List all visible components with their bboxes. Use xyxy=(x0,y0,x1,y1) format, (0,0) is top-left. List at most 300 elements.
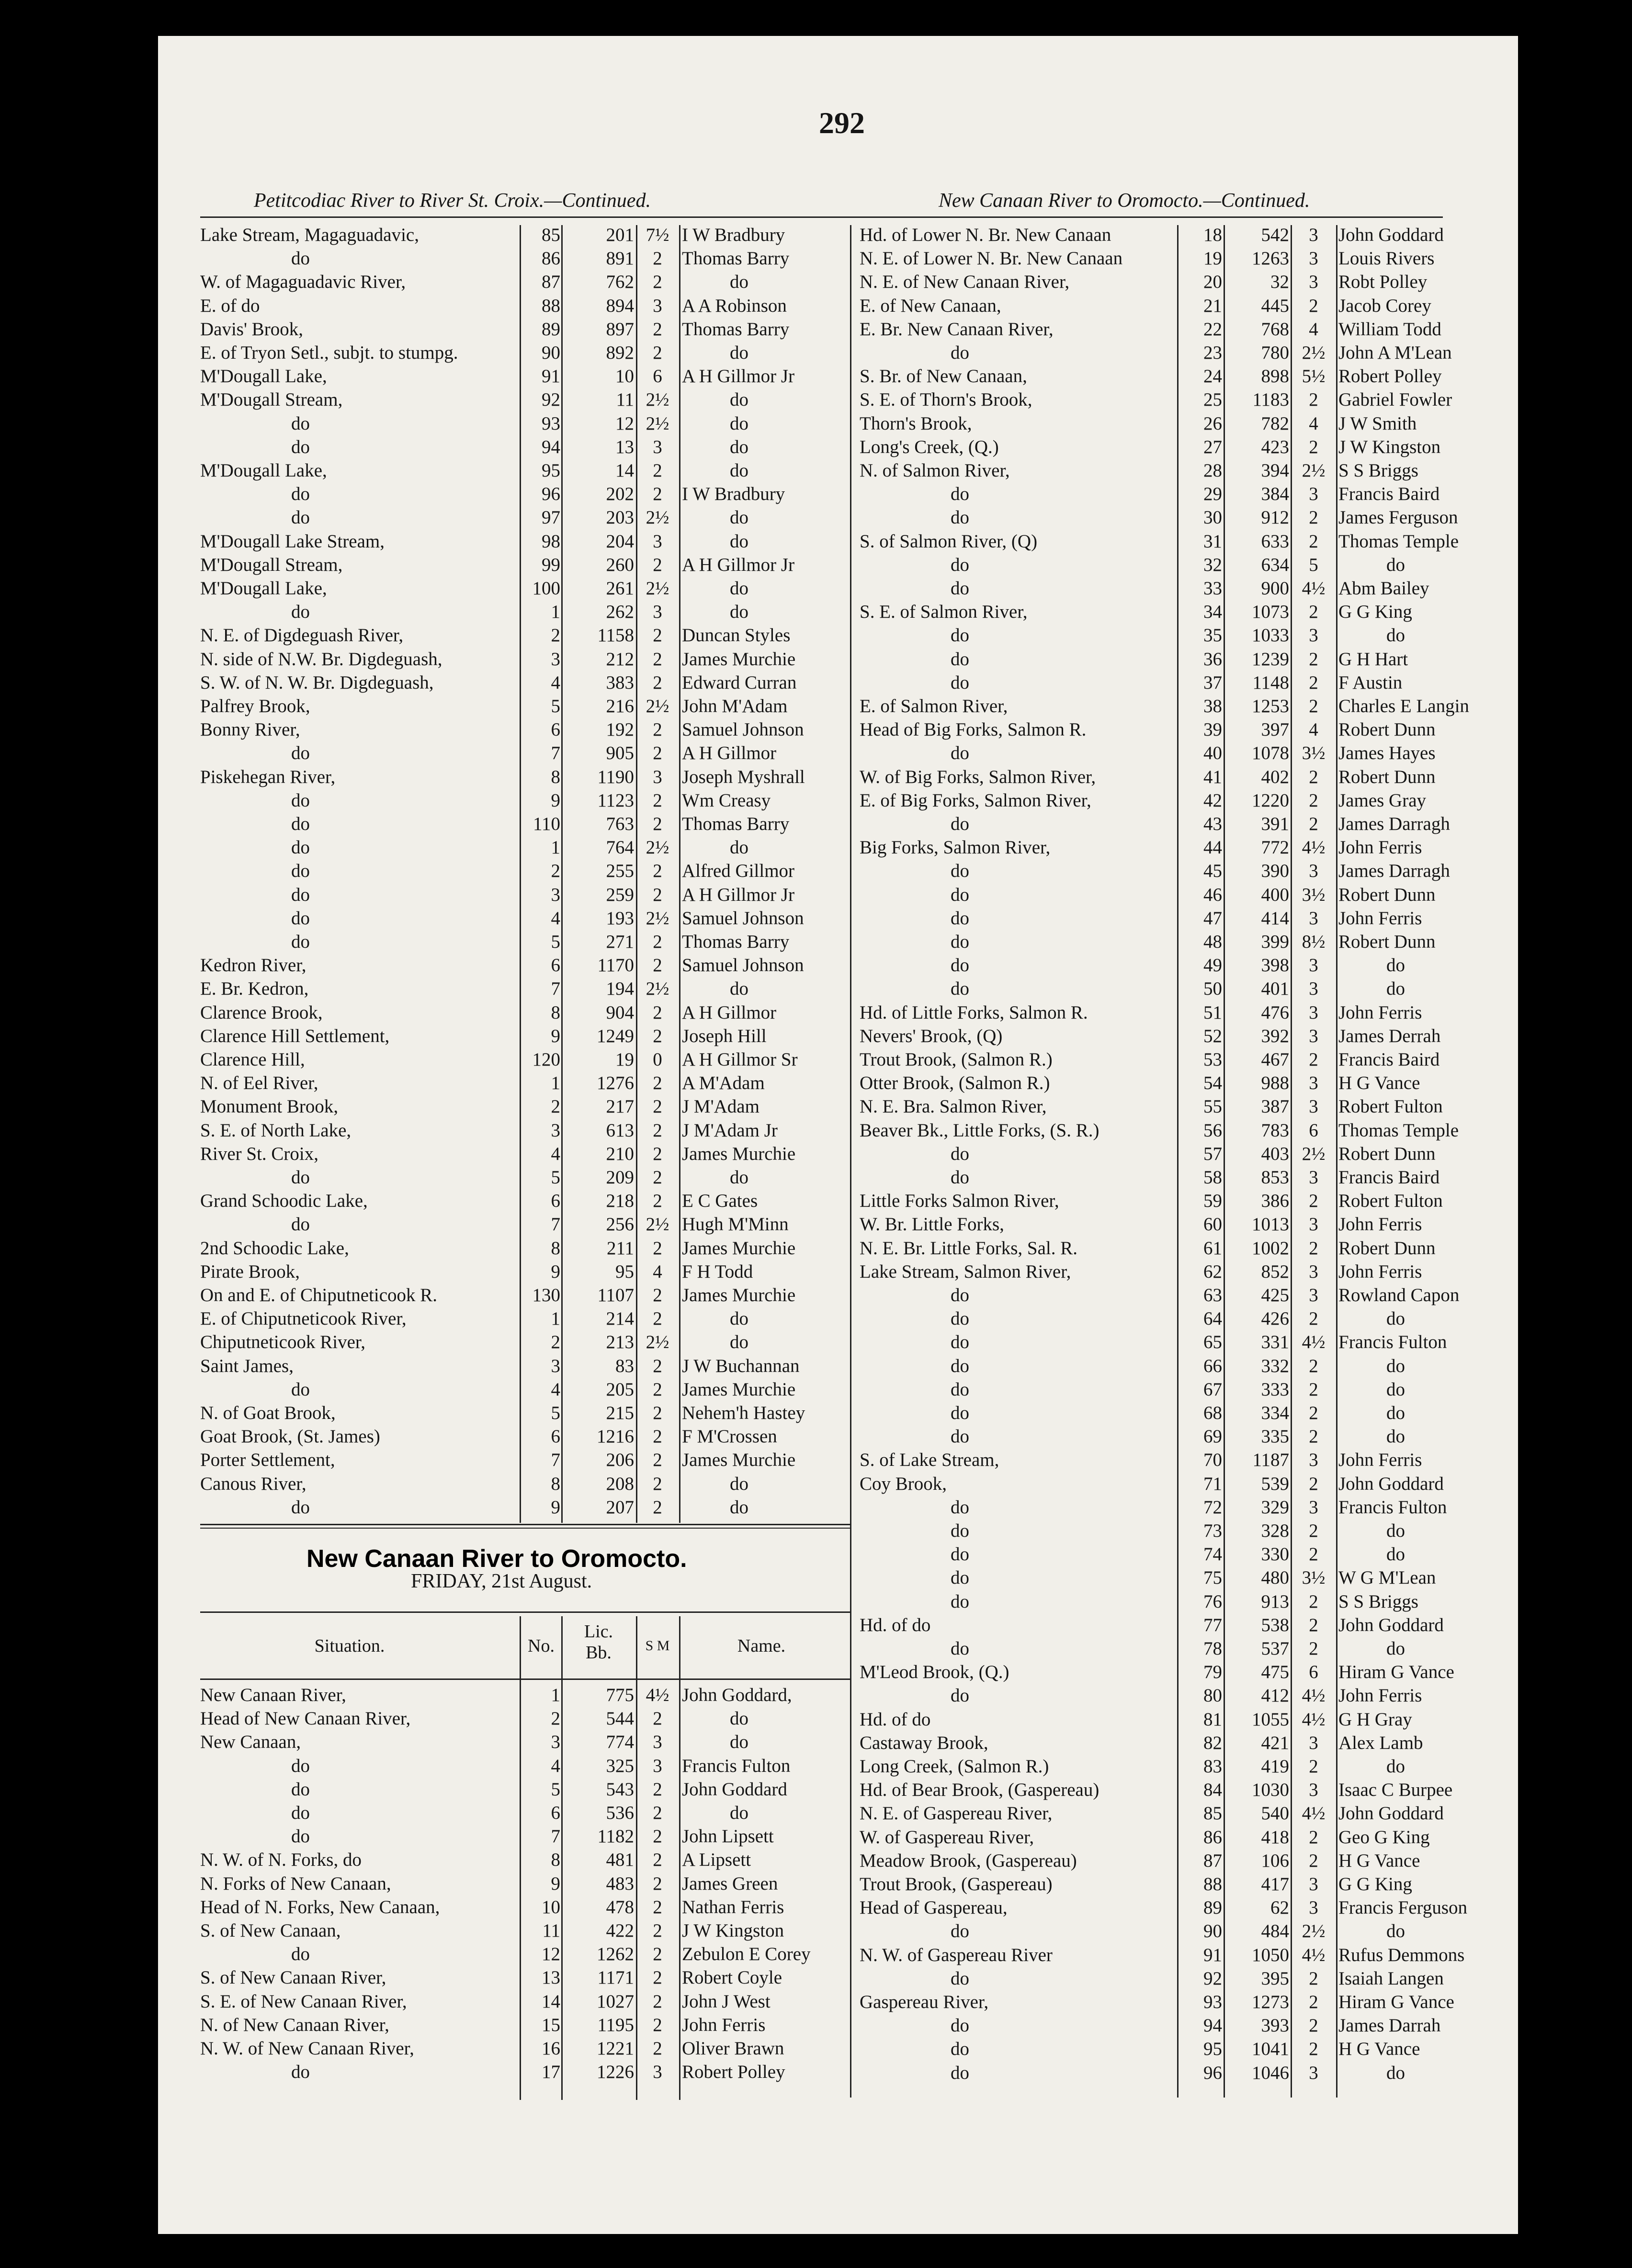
cell-situation: do xyxy=(951,2015,969,2036)
cell-lic: 217 xyxy=(606,1096,634,1117)
cell-sm: 4½ xyxy=(1302,837,1326,858)
cell-no: 58 xyxy=(1203,1167,1222,1188)
cell-name: do xyxy=(730,460,748,481)
cell-situation: do xyxy=(291,413,310,434)
cell-no: 75 xyxy=(1203,1567,1222,1588)
table-row xyxy=(0,341,1632,364)
cell-name: James Derrah xyxy=(1338,1025,1441,1046)
cell-no: 6 xyxy=(551,1191,560,1212)
cell-situation: Clarence Hill Settlement, xyxy=(200,1025,390,1046)
cell-no: 7 xyxy=(551,743,560,764)
cell-name: John Ferris xyxy=(1338,1214,1422,1235)
cell-situation: do xyxy=(951,1520,969,1541)
cell-sm: 2 xyxy=(653,1803,662,1823)
cell-lic: 422 xyxy=(606,1920,634,1941)
cell-lic: 894 xyxy=(606,295,634,316)
cell-name: Oliver Brawn xyxy=(682,2038,784,2059)
cell-sm: 2½ xyxy=(646,978,669,999)
cell-sm: 4 xyxy=(653,1261,662,1282)
cell-no: 43 xyxy=(1203,814,1222,834)
table-row xyxy=(0,1590,1632,1613)
cell-situation: Palfrey Brook, xyxy=(200,696,310,716)
cell-situation: W. of Gaspereau River, xyxy=(860,1826,1034,1848)
cell-lic: 83 xyxy=(615,1355,634,1376)
cell-no: 86 xyxy=(542,248,560,269)
cell-situation: do xyxy=(951,1285,969,1305)
cell-situation: do xyxy=(291,1214,310,1235)
cell-name: Francis Ferguson xyxy=(1338,1897,1468,1918)
cell-name: F Austin xyxy=(1338,672,1403,693)
cell-name: Francis Fulton xyxy=(1338,1497,1447,1518)
cell-lic: 1220 xyxy=(1252,790,1289,811)
cell-no: 6 xyxy=(551,1803,560,1823)
cell-no: 2 xyxy=(551,1708,560,1729)
cell-lic: 762 xyxy=(606,272,634,293)
cell-situation: Hd. of Bear Brook, (Gaspereau) xyxy=(860,1780,1099,1801)
cell-situation: S. E. of Thorn's Brook, xyxy=(860,389,1032,410)
cell-situation: do xyxy=(951,648,969,669)
cell-situation: E. of New Canaan, xyxy=(860,295,1001,316)
cell-no: 24 xyxy=(1203,366,1222,387)
cell-name: Thomas Temple xyxy=(1338,531,1459,552)
cell-name: Joseph Myshrall xyxy=(682,766,805,787)
cell-sm: 2 xyxy=(653,931,662,952)
cell-sm: 3 xyxy=(653,766,662,787)
cell-lic: 333 xyxy=(1261,1379,1289,1400)
cell-name: Robert Dunn xyxy=(1338,1143,1436,1164)
cell-lic: 1190 xyxy=(597,766,634,787)
cell-sm: 8½ xyxy=(1302,931,1326,952)
cell-name: G G King xyxy=(1338,601,1412,623)
cell-situation: do xyxy=(951,861,969,882)
cell-no: 94 xyxy=(1203,2015,1222,2036)
cell-name: Samuel Johnson xyxy=(682,955,804,976)
cell-sm: 2 xyxy=(1309,1544,1318,1565)
cell-name: Robert Dunn xyxy=(1338,1237,1436,1259)
cell-no: 6 xyxy=(551,955,560,976)
cell-name: John Ferris xyxy=(1338,1685,1422,1706)
cell-sm: 2 xyxy=(1309,1638,1318,1659)
cell-situation: do xyxy=(951,484,969,505)
cell-no: 5 xyxy=(551,1403,560,1423)
cell-name: A Lipsett xyxy=(682,1849,751,1871)
column-header-lic: Lic. Bb. xyxy=(584,1622,613,1663)
table-row xyxy=(0,270,1632,294)
cell-lic: 11 xyxy=(616,389,634,410)
cell-situation: do xyxy=(951,1426,969,1447)
cell-sm: 4½ xyxy=(1302,1685,1326,1706)
cell-sm: 2 xyxy=(653,861,662,882)
cell-name: A H Gillmor xyxy=(682,743,777,764)
cell-no: 85 xyxy=(542,225,560,245)
cell-situation: do xyxy=(951,554,969,575)
cell-situation: Grand Schoodic Lake, xyxy=(200,1191,368,1212)
cell-name: Francis Baird xyxy=(1338,484,1440,505)
cell-situation: do xyxy=(951,2039,969,2060)
cell-name: Rufus Demmons xyxy=(1338,1944,1465,1965)
cell-situation: E. of Big Forks, Salmon River, xyxy=(860,790,1091,811)
cell-sm: 2 xyxy=(653,1779,662,1800)
table-row xyxy=(0,1001,1632,1024)
cell-name: Robert Dunn xyxy=(1338,766,1436,787)
table-row xyxy=(0,1260,1632,1283)
cell-lic: 768 xyxy=(1261,318,1289,340)
right-running-header: New Canaan River to Oromocto.—Continued. xyxy=(939,190,1310,212)
cell-name: do xyxy=(1386,1355,1405,1376)
cell-name: Wm Creasy xyxy=(682,790,771,811)
cell-name: Samuel Johnson xyxy=(682,907,804,929)
cell-lic: 215 xyxy=(606,1403,634,1423)
header-rule xyxy=(200,216,1443,218)
cell-situation: do xyxy=(951,1403,969,1423)
cell-situation: Kedron River, xyxy=(200,955,306,976)
table-row xyxy=(0,671,1632,694)
cell-no: 55 xyxy=(1203,1096,1222,1117)
cell-lic: 1182 xyxy=(597,1826,634,1847)
cell-sm: 2 xyxy=(653,460,662,481)
cell-name: F M'Crossen xyxy=(682,1426,777,1447)
cell-name: Samuel Johnson xyxy=(682,719,804,740)
cell-sm: 2½ xyxy=(1302,1143,1326,1164)
cell-no: 3 xyxy=(551,1355,560,1376)
cell-lic: 1171 xyxy=(597,1967,634,1988)
cell-lic: 540 xyxy=(1261,1803,1289,1824)
cell-lic: 892 xyxy=(606,342,634,363)
cell-sm: 3 xyxy=(1309,978,1318,999)
cell-no: 29 xyxy=(1203,484,1222,505)
cell-sm: 2 xyxy=(653,1355,662,1376)
cell-sm: 4 xyxy=(1309,318,1318,340)
table-row xyxy=(0,1213,1632,1236)
cell-situation: do xyxy=(951,2062,969,2083)
cell-situation: N. E. of Gaspereau River, xyxy=(860,1803,1053,1824)
cell-name: do xyxy=(1386,1520,1405,1541)
cell-sm: 2 xyxy=(1309,389,1318,410)
cell-lic: 539 xyxy=(1261,1473,1289,1494)
cell-no: 4 xyxy=(551,1379,560,1400)
cell-situation: E. Br. Kedron, xyxy=(200,978,309,999)
cell-lic: 912 xyxy=(1261,507,1289,528)
cell-situation: do xyxy=(291,1803,310,1823)
cell-lic: 1148 xyxy=(1252,672,1289,693)
cell-name: Robert Polley xyxy=(1338,366,1442,387)
cell-no: 35 xyxy=(1203,625,1222,646)
cell-situation: Castaway Brook, xyxy=(860,1732,988,1753)
cell-sm: 4½ xyxy=(1302,578,1326,599)
cell-situation: S. of New Canaan, xyxy=(200,1920,341,1941)
cell-sm: 3½ xyxy=(1302,1567,1326,1588)
cell-name: Thomas Barry xyxy=(682,248,790,269)
cell-situation: do xyxy=(951,1968,969,1989)
cell-situation: S. W. of N. W. Br. Digdeguash, xyxy=(200,672,434,693)
cell-situation: Gaspereau River, xyxy=(860,1992,989,2012)
cell-situation: do xyxy=(291,248,310,269)
table-row xyxy=(0,1967,1632,1990)
cell-no: 96 xyxy=(542,484,560,505)
cell-no: 73 xyxy=(1203,1520,1222,1541)
cell-lic: 209 xyxy=(606,1167,634,1188)
cell-lic: 62 xyxy=(1270,1897,1289,1918)
cell-no: 89 xyxy=(542,318,560,340)
cell-situation: do xyxy=(291,931,310,952)
cell-name: do xyxy=(730,1732,748,1753)
cell-no: 52 xyxy=(1203,1025,1222,1046)
cell-situation: do xyxy=(951,1143,969,1164)
table-row xyxy=(0,883,1632,907)
cell-sm: 2 xyxy=(1309,1968,1318,1989)
cell-situation: W. of Big Forks, Salmon River, xyxy=(860,766,1096,787)
cell-lic: 260 xyxy=(606,554,634,575)
cell-no: 13 xyxy=(542,1967,560,1988)
cell-situation: N. E. Bra. Salmon River, xyxy=(860,1096,1047,1117)
cell-sm: 4 xyxy=(1309,413,1318,434)
cell-lic: 192 xyxy=(606,719,634,740)
cell-sm: 3 xyxy=(653,531,662,552)
cell-sm: 2 xyxy=(653,2038,662,2059)
cell-situation: do xyxy=(951,1379,969,1400)
table-row xyxy=(0,1731,1632,1755)
cell-sm: 2½ xyxy=(646,907,669,929)
cell-sm: 3 xyxy=(1309,225,1318,245)
cell-situation: Trout Brook, (Gaspereau) xyxy=(860,1874,1053,1894)
cell-lic: 392 xyxy=(1261,1025,1289,1046)
cell-name: do xyxy=(1386,978,1405,999)
cell-sm: 2 xyxy=(653,648,662,669)
cell-lic: 1046 xyxy=(1252,2062,1289,2083)
cell-no: 47 xyxy=(1203,907,1222,929)
cell-name: do xyxy=(1386,1379,1405,1400)
table-row xyxy=(0,459,1632,482)
cell-sm: 4½ xyxy=(1302,1709,1326,1730)
cell-name: Thomas Temple xyxy=(1338,1120,1459,1141)
cell-no: 4 xyxy=(551,907,560,929)
cell-lic: 262 xyxy=(606,601,634,623)
cell-situation: Hd. of do xyxy=(860,1709,931,1730)
cell-no: 26 xyxy=(1203,413,1222,434)
table-row xyxy=(0,1519,1632,1542)
cell-situation: do xyxy=(951,672,969,693)
cell-lic: 207 xyxy=(606,1497,634,1518)
cell-lic: 900 xyxy=(1261,578,1289,599)
cell-name: James Darragh xyxy=(1338,814,1450,834)
cell-situation: do xyxy=(951,507,969,528)
table-row xyxy=(0,364,1632,388)
cell-lic: 475 xyxy=(1261,1662,1289,1683)
cell-lic: 1013 xyxy=(1252,1214,1289,1235)
cell-sm: 2 xyxy=(1309,1379,1318,1400)
table-row xyxy=(0,1354,1632,1378)
cell-name: Francis Fulton xyxy=(682,1755,791,1776)
cell-no: 32 xyxy=(1203,554,1222,575)
cell-situation: do xyxy=(291,884,310,905)
cell-sm: 2½ xyxy=(1302,1921,1326,1942)
cell-sm: 4½ xyxy=(1302,1332,1326,1353)
table-row xyxy=(0,765,1632,789)
cell-no: 17 xyxy=(542,2062,560,2083)
cell-situation: N. of Goat Brook, xyxy=(200,1403,336,1423)
cell-sm: 3 xyxy=(1309,1025,1318,1046)
cell-name: do xyxy=(730,1497,748,1518)
cell-lic: 1262 xyxy=(597,1944,634,1965)
cell-sm: 3 xyxy=(1309,1874,1318,1894)
cell-name: A H Gillmor Jr xyxy=(682,366,795,387)
table-row xyxy=(0,1166,1632,1189)
cell-situation: S. of Lake Stream, xyxy=(860,1450,999,1471)
cell-lic: 1216 xyxy=(597,1426,634,1447)
cell-name: William Todd xyxy=(1338,318,1441,340)
cell-lic: 332 xyxy=(1261,1355,1289,1376)
table-row xyxy=(0,1189,1632,1213)
cell-lic: 218 xyxy=(606,1191,634,1212)
cell-situation: do xyxy=(291,1497,310,1518)
cell-situation: do xyxy=(951,1591,969,1612)
cell-no: 92 xyxy=(542,389,560,410)
cell-no: 27 xyxy=(1203,436,1222,457)
cell-no: 82 xyxy=(1203,1732,1222,1753)
table-row xyxy=(0,1613,1632,1637)
cell-no: 66 xyxy=(1203,1355,1222,1376)
cell-name: do xyxy=(730,436,748,457)
cell-no: 83 xyxy=(1203,1756,1222,1777)
cell-situation: N. W. of New Canaan River, xyxy=(200,2038,414,2059)
cell-situation: N. E. of New Canaan River, xyxy=(860,272,1070,293)
cell-lic: 19 xyxy=(615,1049,634,1070)
cell-lic: 212 xyxy=(606,648,634,669)
cell-name: James Ferguson xyxy=(1338,507,1458,528)
cell-lic: 1033 xyxy=(1252,625,1289,646)
cell-sm: 2½ xyxy=(646,389,669,410)
cell-name: Francis Fulton xyxy=(1338,1332,1447,1353)
cell-no: 93 xyxy=(542,413,560,434)
cell-sm: 2 xyxy=(1309,696,1318,716)
cell-no: 3 xyxy=(551,1120,560,1141)
cell-name: James Green xyxy=(682,1873,778,1894)
cell-sm: 2 xyxy=(653,1025,662,1046)
cell-sm: 3 xyxy=(1309,907,1318,929)
cell-name: W G M'Lean xyxy=(1338,1567,1436,1588)
cell-sm: 2 xyxy=(1309,507,1318,528)
cell-name: John Ferris xyxy=(682,2014,766,2035)
table-row xyxy=(0,1496,1632,1519)
cell-no: 95 xyxy=(542,460,560,481)
cell-no: 120 xyxy=(532,1049,560,1070)
cell-no: 8 xyxy=(551,1849,560,1871)
cell-lic: 1002 xyxy=(1252,1237,1289,1259)
cell-lic: 194 xyxy=(606,978,634,999)
cell-no: 18 xyxy=(1203,225,1222,245)
cell-name: do xyxy=(1386,1403,1405,1423)
cell-no: 69 xyxy=(1203,1426,1222,1447)
cell-sm: 2 xyxy=(1309,766,1318,787)
cell-no: 36 xyxy=(1203,648,1222,669)
table-row xyxy=(0,1307,1632,1330)
cell-lic: 445 xyxy=(1261,295,1289,316)
cell-no: 81 xyxy=(1203,1709,1222,1730)
cell-sm: 2 xyxy=(653,672,662,693)
cell-lic: 95 xyxy=(615,1261,634,1282)
cell-sm: 2 xyxy=(653,1379,662,1400)
cell-situation: do xyxy=(951,814,969,834)
cell-name: A A Robinson xyxy=(682,295,787,316)
cell-lic: 387 xyxy=(1261,1096,1289,1117)
cell-lic: 106 xyxy=(1261,1850,1289,1871)
cell-sm: 2½ xyxy=(646,578,669,599)
table-row xyxy=(0,930,1632,953)
cell-sm: 3 xyxy=(653,1732,662,1753)
cell-no: 48 xyxy=(1203,931,1222,952)
cell-situation: E. of Chiputneticook River, xyxy=(200,1308,407,1329)
cell-name: Robt Polley xyxy=(1338,272,1428,293)
cell-lic: 13 xyxy=(615,436,634,457)
column-header-situation: Situation. xyxy=(314,1636,385,1656)
cell-situation: Hd. of do xyxy=(860,1614,931,1635)
cell-name: John Goddard xyxy=(1338,1803,1444,1824)
cell-no: 16 xyxy=(542,2038,560,2059)
cell-lic: 14 xyxy=(615,460,634,481)
cell-lic: 331 xyxy=(1261,1332,1289,1353)
cell-name: Alex Lamb xyxy=(1338,1732,1423,1753)
cell-lic: 390 xyxy=(1261,861,1289,882)
cell-no: 10 xyxy=(542,1896,560,1917)
cell-name: S S Briggs xyxy=(1338,1591,1418,1612)
cell-sm: 2 xyxy=(653,248,662,269)
cell-sm: 3 xyxy=(1309,861,1318,882)
cell-sm: 3 xyxy=(1309,1002,1318,1023)
cell-sm: 2 xyxy=(653,342,662,363)
cell-situation: do xyxy=(951,578,969,599)
cell-no: 79 xyxy=(1203,1662,1222,1683)
cell-situation: do xyxy=(291,743,310,764)
cell-lic: 1249 xyxy=(597,1025,634,1046)
table-row xyxy=(0,907,1632,930)
cell-name: G H Gray xyxy=(1338,1709,1412,1730)
cell-situation: N. of New Canaan River, xyxy=(200,2014,389,2035)
cell-sm: 6 xyxy=(1309,1120,1318,1141)
cell-name: do xyxy=(730,531,748,552)
cell-no: 7 xyxy=(551,978,560,999)
cell-name: Robert Dunn xyxy=(1338,719,1436,740)
cell-name: do xyxy=(730,413,748,434)
cell-name: John Ferris xyxy=(1338,837,1422,858)
cell-situation: do xyxy=(951,1332,969,1353)
table-row xyxy=(0,1990,1632,2014)
cell-lic: 391 xyxy=(1261,814,1289,834)
cell-sm: 2 xyxy=(1309,1403,1318,1423)
cell-sm: 6 xyxy=(653,366,662,387)
cell-name: John Goddard xyxy=(1338,1614,1444,1635)
cell-situation: Porter Settlement, xyxy=(200,1450,335,1471)
cell-name: Hiram G Vance xyxy=(1338,1992,1454,2012)
cell-lic: 544 xyxy=(606,1708,634,1729)
cell-situation: Clarence Hill, xyxy=(200,1049,305,1070)
cell-no: 33 xyxy=(1203,578,1222,599)
cell-no: 9 xyxy=(551,790,560,811)
cell-lic: 1027 xyxy=(597,1991,634,2012)
cell-name: A H Gillmor xyxy=(682,1002,777,1023)
table-row xyxy=(0,1283,1632,1307)
cell-name: G G King xyxy=(1338,1874,1412,1894)
cell-name: Robert Polley xyxy=(682,2062,785,2083)
table-row xyxy=(0,1448,1632,1472)
column-header-sm: S M xyxy=(645,1638,670,1654)
table-row xyxy=(0,1425,1632,1448)
cell-lic: 426 xyxy=(1261,1308,1289,1329)
cell-lic: 1055 xyxy=(1252,1709,1289,1730)
cell-no: 60 xyxy=(1203,1214,1222,1235)
cell-sm: 2 xyxy=(653,1826,662,1847)
cell-lic: 536 xyxy=(606,1803,634,1823)
cell-name: do xyxy=(1386,1308,1405,1329)
